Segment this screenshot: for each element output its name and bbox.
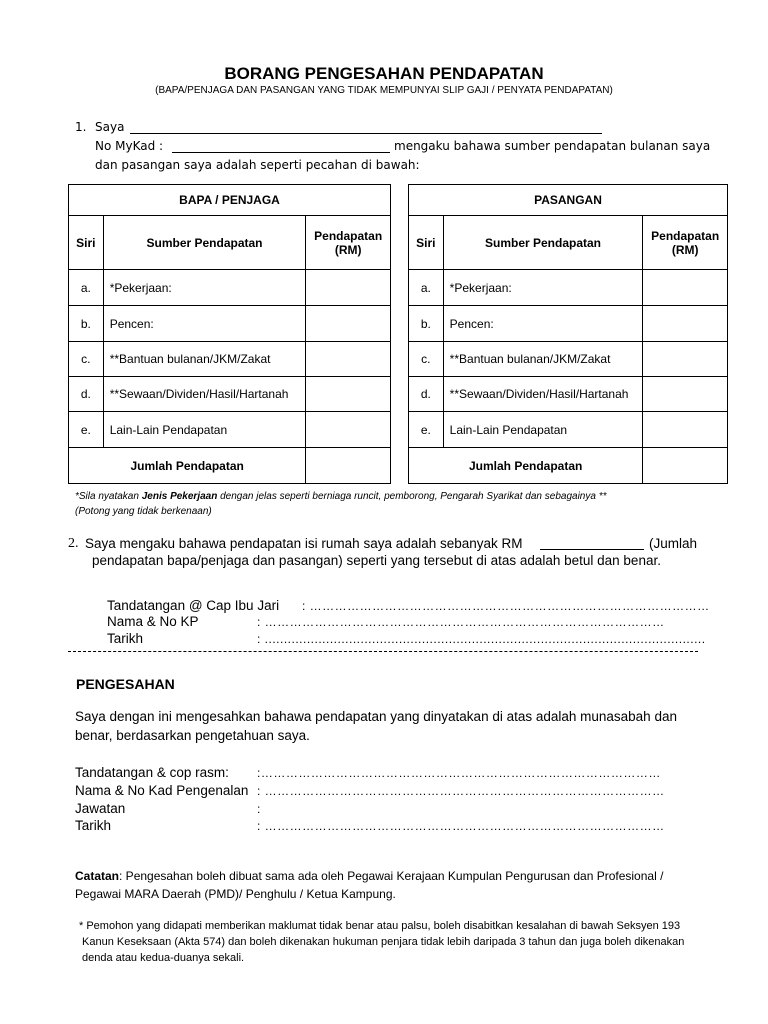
table-bapa-penjaga: [68, 184, 391, 484]
sign-tandatangan-label: Tandatangan @ Cap Ibu Jari: [107, 598, 280, 613]
pengesahan-tandatangan-dots[interactable]: :……………………………………………………………………………………: [257, 766, 661, 780]
row-amount-cell[interactable]: [643, 412, 728, 448]
table-row: [69, 306, 391, 342]
row-sumber: Pencen:: [103, 306, 306, 342]
section2-line1-after: (Jumlah: [649, 536, 698, 551]
table-heading: PASANGAN: [409, 185, 728, 216]
row-sumber: Lain-Lain Pendapatan: [443, 412, 643, 448]
table-row: [409, 377, 728, 412]
row-siri: b.: [69, 306, 104, 342]
row-siri: a.: [409, 270, 444, 306]
table-row: [409, 342, 728, 377]
section1-number: 1.: [75, 120, 87, 134]
row-sumber: *Pekerjaan:: [443, 270, 643, 306]
sign-tandatangan-dots[interactable]: : ……………………………………………………………………………………: [302, 599, 710, 613]
row-amount-cell[interactable]: [306, 377, 391, 412]
sign-nama-label: Nama & No KP: [107, 614, 199, 629]
row-amount-cell[interactable]: [306, 270, 391, 306]
table-row: [69, 412, 391, 448]
pengesahan-jawatan-label: Jawatan: [75, 801, 126, 816]
row-amount-cell[interactable]: [643, 306, 728, 342]
pengesahan-text1: Saya dengan ini mengesahkan bahawa pendapatan yang dinyatakan di atas adalah munasabah dan: [75, 709, 677, 724]
table-row: [409, 412, 728, 448]
col-pendapatan: Pendapatan (RM): [306, 216, 391, 270]
sign-tarikh-dots[interactable]: : ...................................................................................................................: [257, 632, 706, 646]
row-amount-cell[interactable]: [306, 342, 391, 377]
row-amount-cell[interactable]: [306, 306, 391, 342]
mykad-after-text: mengaku bahawa sumber pendapatan bulanan saya: [394, 139, 711, 153]
section1-line3: dan pasangan saya adalah seperti pecahan di bawah:: [95, 158, 420, 172]
total-label: Jumlah Pendapatan: [69, 448, 306, 484]
col-sumber: Sumber Pendapatan: [103, 216, 306, 270]
form-subtitle: (BAPA/PENJAGA DAN PASANGAN YANG TIDAK MEMPUNYAI SLIP GAJI / PENYATA PENDAPATAN): [155, 85, 613, 96]
mykad-line[interactable]: [172, 152, 390, 153]
row-siri: e.: [409, 412, 444, 448]
section2-line1-before: Saya mengaku bahawa pendapatan isi rumah saya adalah sebanyak RM: [85, 536, 523, 551]
section2-line2: pendapatan bapa/penjaga dan pasangan) seperti yang tersebut di atas adalah betul dan benar.: [92, 553, 661, 568]
note-line1: *Sila nyatakan Jenis Pekerjaan dengan jelas seperti berniaga runcit, pemborong, Pengarah Syarikat dan sebagainya **: [75, 491, 607, 502]
sign-tarikh-label: Tarikh: [107, 631, 144, 646]
col-sumber: Sumber Pendapatan: [443, 216, 643, 270]
table-row: [409, 306, 728, 342]
row-amount-cell[interactable]: [643, 342, 728, 377]
footnote-line2: Kanun Keseksaan (Akta 574) dan boleh dikenakan hukuman penjara tidak lebih daripada 3 tahun dan juga boleh dikenakan: [82, 936, 685, 948]
rm-amount-line[interactable]: [540, 549, 644, 550]
pengesahan-tandatangan-label: Tandatangan & cop rasm:: [75, 765, 229, 780]
section-divider: [68, 651, 698, 652]
pengesahan-text2: benar, berdasarkan pengetahuan saya.: [75, 728, 310, 743]
table-heading: BAPA / PENJAGA: [69, 185, 391, 216]
row-siri: c.: [409, 342, 444, 377]
col-siri: Siri: [69, 216, 104, 270]
pengesahan-heading: PENGESAHAN: [76, 676, 175, 692]
saya-label: Saya: [95, 120, 125, 134]
row-siri: d.: [69, 377, 104, 412]
row-siri: c.: [69, 342, 104, 377]
row-amount-cell[interactable]: [306, 412, 391, 448]
footnote-line1: * Pemohon yang didapati memberikan maklumat tidak benar atau palsu, boleh disabitkan kesalahan di bawah Seksyen 193: [79, 920, 681, 932]
row-sumber: Lain-Lain Pendapatan: [103, 412, 306, 448]
pengesahan-jawatan-dots[interactable]: :: [257, 802, 261, 816]
row-siri: b.: [409, 306, 444, 342]
pengesahan-nama-dots[interactable]: : ……………………………………………………………………………………: [257, 784, 665, 798]
table-row: [409, 270, 728, 306]
total-amount-cell[interactable]: [306, 448, 391, 484]
row-siri: d.: [409, 377, 444, 412]
row-sumber: *Pekerjaan:: [103, 270, 306, 306]
table-pasangan: [408, 184, 728, 484]
row-sumber: **Sewaan/Dividen/Hasil/Hartanah: [103, 377, 306, 412]
mykad-label: No MyKad :: [95, 139, 164, 153]
row-sumber: **Sewaan/Dividen/Hasil/Hartanah: [443, 377, 643, 412]
pengesahan-tarikh-label: Tarikh: [75, 818, 112, 833]
note-line2: (Potong yang tidak berkenaan): [75, 506, 212, 517]
table-row: [69, 377, 391, 412]
row-sumber: **Bantuan bulanan/JKM/Zakat: [443, 342, 643, 377]
row-sumber: **Bantuan bulanan/JKM/Zakat: [103, 342, 306, 377]
row-amount-cell[interactable]: [643, 377, 728, 412]
row-siri: a.: [69, 270, 104, 306]
section2-number: 2.: [68, 536, 79, 551]
pengesahan-tarikh-dots[interactable]: : ……………………………………………………………………………………: [257, 819, 665, 833]
form-title: BORANG PENGESAHAN PENDAPATAN: [224, 64, 544, 83]
total-amount-cell[interactable]: [643, 448, 728, 484]
table-row: [69, 342, 391, 377]
total-label: Jumlah Pendapatan: [409, 448, 643, 484]
pengesahan-nama-label: Nama & No Kad Pengenalan: [75, 783, 249, 798]
row-amount-cell[interactable]: [643, 270, 728, 306]
footnote-line3: denda atau kedua-duanya sekali.: [82, 952, 245, 964]
table-row: [69, 270, 391, 306]
catatan-line1: Catatan: Pengesahan boleh dibuat sama ada oleh Pegawai Kerajaan Kumpulan Pengurusan dan Profesional /: [75, 869, 664, 883]
row-siri: e.: [69, 412, 104, 448]
col-siri: Siri: [409, 216, 444, 270]
catatan-line2: Pegawai MARA Daerah (PMD)/ Penghulu / Ketua Kampung.: [75, 887, 396, 901]
sign-nama-dots[interactable]: : ……………………………………………………………………………………: [257, 615, 665, 629]
col-pendapatan: Pendapatan (RM): [643, 216, 728, 270]
row-sumber: Pencen:: [443, 306, 643, 342]
saya-name-line[interactable]: [130, 133, 602, 134]
